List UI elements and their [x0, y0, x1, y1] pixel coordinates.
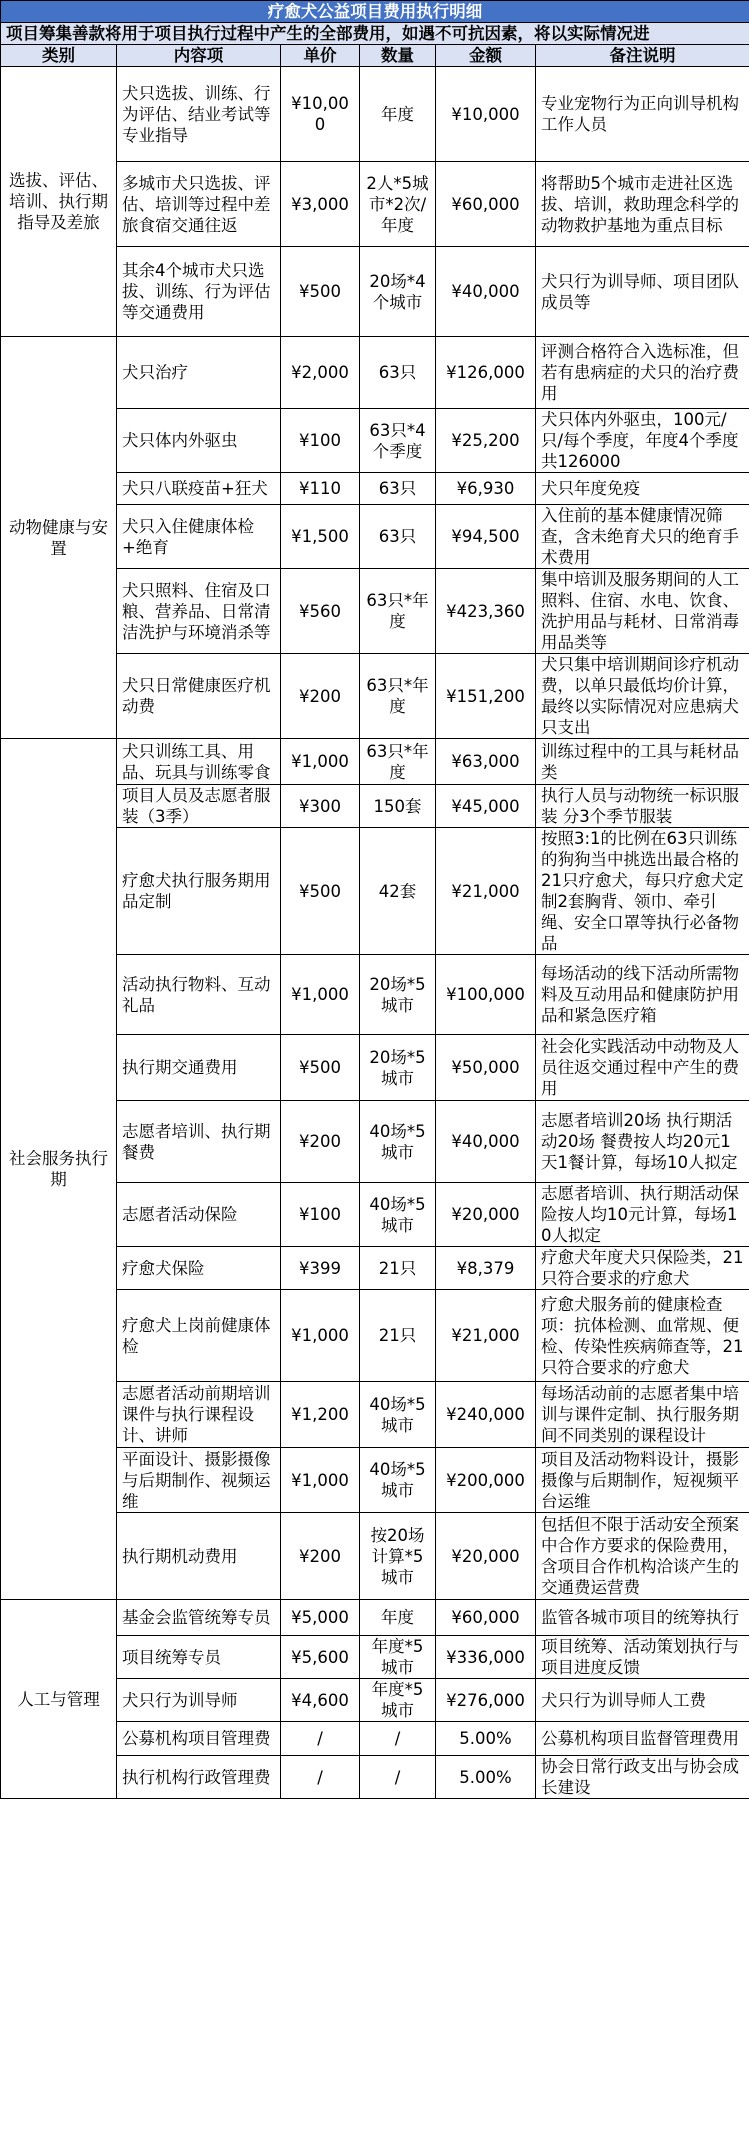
item-cell: 执行期机动费用: [117, 1513, 281, 1600]
qty-cell: 150套: [360, 785, 436, 828]
remark-cell: 公募机构项目监督管理费用: [536, 1722, 749, 1756]
amount-cell: ¥10,000: [436, 67, 536, 162]
item-cell: 项目人员及志愿者服装（3季）: [117, 785, 281, 828]
price-cell: /: [281, 1756, 360, 1799]
amount-cell: ¥50,000: [436, 1035, 536, 1101]
item-cell: 犬只体内外驱虫: [117, 409, 281, 473]
remark-cell: 协会日常行政支出与协会成长建设: [536, 1756, 749, 1799]
remark-cell: 犬只行为训导师人工费: [536, 1679, 749, 1722]
qty-cell: 20场*4个城市: [360, 247, 436, 337]
qty-cell: /: [360, 1722, 436, 1756]
table-row: [1, 1600, 749, 1636]
item-cell: 犬只入住健康体检+绝育: [117, 505, 281, 569]
price-cell: ¥200: [281, 654, 360, 739]
item-cell: 执行期交通费用: [117, 1035, 281, 1101]
remark-cell: 项目及活动物料设计，摄影摄像与后期制作，短视频平台运维: [536, 1448, 749, 1513]
category-cell: 选拔、评估、培训、执行期指导及差旅: [1, 67, 117, 337]
category-cell: 人工与管理: [1, 1600, 117, 1799]
amount-cell: ¥336,000: [436, 1636, 536, 1679]
qty-cell: 42套: [360, 828, 436, 955]
item-cell: 犬只治疗: [117, 337, 281, 409]
price-cell: ¥500: [281, 1035, 360, 1101]
price-cell: ¥1,000: [281, 1448, 360, 1513]
item-cell: 疗愈犬上岗前健康体检: [117, 1290, 281, 1382]
qty-cell: 63只: [360, 505, 436, 569]
item-cell: 志愿者培训、执行期餐费: [117, 1101, 281, 1183]
item-cell: 多城市犬只选拔、评估、培训等过程中差旅食宿交通往返: [117, 162, 281, 247]
item-cell: 平面设计、摄影摄像与后期制作、视频运维: [117, 1448, 281, 1513]
amount-cell: ¥276,000: [436, 1679, 536, 1722]
amount-cell: ¥200,000: [436, 1448, 536, 1513]
remark-cell: 项目统筹、活动策划执行与项目进度反馈: [536, 1636, 749, 1679]
item-cell: 志愿者活动前期培训课件与执行课程设计、讲师: [117, 1382, 281, 1448]
item-cell: 犬只日常健康医疗机动费: [117, 654, 281, 739]
table-title: 疗愈犬公益项目费用执行明细: [1, 1, 749, 23]
amount-cell: ¥8,379: [436, 1247, 536, 1290]
qty-cell: 年度*5城市: [360, 1679, 436, 1722]
price-cell: ¥10,000: [281, 67, 360, 162]
qty-cell: 2人*5城市*2次/年度: [360, 162, 436, 247]
item-cell: 志愿者活动保险: [117, 1183, 281, 1247]
header-remark: 备注说明: [536, 45, 749, 67]
qty-cell: 20场*5城市: [360, 955, 436, 1035]
price-cell: ¥500: [281, 828, 360, 955]
remark-cell: 执行人员与动物统一标识服装 分3个季节服装: [536, 785, 749, 828]
remark-cell: 集中培训及服务期间的人工照料、住宿、水电、饮食、洗护用品与耗材、日常消毒用品类等: [536, 569, 749, 654]
amount-cell: ¥151,200: [436, 654, 536, 739]
price-cell: ¥399: [281, 1247, 360, 1290]
amount-cell: ¥20,000: [436, 1513, 536, 1600]
amount-cell: ¥94,500: [436, 505, 536, 569]
amount-cell: 5.00%: [436, 1756, 536, 1799]
table-row: [1, 739, 749, 785]
amount-cell: ¥63,000: [436, 739, 536, 785]
header-amount: 金额: [436, 45, 536, 67]
amount-cell: 5.00%: [436, 1722, 536, 1756]
item-cell: 犬只八联疫苗+狂犬: [117, 473, 281, 505]
price-cell: ¥200: [281, 1101, 360, 1183]
item-cell: 活动执行物料、互动礼品: [117, 955, 281, 1035]
price-cell: ¥1,200: [281, 1382, 360, 1448]
remark-cell: 专业宠物行为正向训导机构工作人员: [536, 67, 749, 162]
price-cell: ¥500: [281, 247, 360, 337]
table-row: [1, 337, 749, 409]
remark-cell: 包括但不限于活动安全预案中合作方要求的保险费用，含项目合作机构洽谈产生的交通费运营费: [536, 1513, 749, 1600]
qty-cell: 40场*5城市: [360, 1382, 436, 1448]
header-price: 单价: [281, 45, 360, 67]
price-cell: ¥2,000: [281, 337, 360, 409]
price-cell: ¥110: [281, 473, 360, 505]
qty-cell: 年度: [360, 67, 436, 162]
amount-cell: ¥60,000: [436, 162, 536, 247]
qty-cell: 63只*4个季度: [360, 409, 436, 473]
item-cell: 项目统筹专员: [117, 1636, 281, 1679]
amount-cell: ¥45,000: [436, 785, 536, 828]
price-cell: /: [281, 1722, 360, 1756]
amount-cell: ¥126,000: [436, 337, 536, 409]
header-qty: 数量: [360, 45, 436, 67]
price-cell: ¥5,600: [281, 1636, 360, 1679]
qty-cell: 40场*5城市: [360, 1101, 436, 1183]
price-cell: ¥200: [281, 1513, 360, 1600]
remark-cell: 犬只年度免疫: [536, 473, 749, 505]
amount-cell: ¥240,000: [436, 1382, 536, 1448]
remark-cell: 将帮助5个城市走进社区选拔、培训，救助理念科学的动物救护基地为重点目标: [536, 162, 749, 247]
qty-cell: 20场*5城市: [360, 1035, 436, 1101]
item-cell: 犬只训练工具、用品、玩具与训练零食: [117, 739, 281, 785]
item-cell: 公募机构项目管理费: [117, 1722, 281, 1756]
qty-cell: /: [360, 1756, 436, 1799]
item-cell: 疗愈犬执行服务期用品定制: [117, 828, 281, 955]
qty-cell: 按20场计算*5城市: [360, 1513, 436, 1600]
category-cell: 社会服务执行期: [1, 739, 117, 1600]
amount-cell: ¥20,000: [436, 1183, 536, 1247]
qty-cell: 63只: [360, 337, 436, 409]
amount-cell: ¥40,000: [436, 1101, 536, 1183]
item-cell: 基金会监管统筹专员: [117, 1600, 281, 1636]
price-cell: ¥100: [281, 1183, 360, 1247]
remark-cell: 每场活动的线下活动所需物料及互动用品和健康防护用品和紧急医疗箱: [536, 955, 749, 1035]
remark-cell: 社会化实践活动中动物及人员往返交通过程中产生的费用: [536, 1035, 749, 1101]
amount-cell: ¥25,200: [436, 409, 536, 473]
qty-cell: 年度*5城市: [360, 1636, 436, 1679]
qty-cell: 40场*5城市: [360, 1183, 436, 1247]
qty-cell: 年度: [360, 1600, 436, 1636]
qty-cell: 63只*年度: [360, 569, 436, 654]
price-cell: ¥1,000: [281, 955, 360, 1035]
remark-cell: 评测合格符合入选标准，但若有患病症的犬只的治疗费用: [536, 337, 749, 409]
qty-cell: 21只: [360, 1290, 436, 1382]
remark-cell: 训练过程中的工具与耗材品类: [536, 739, 749, 785]
price-cell: ¥100: [281, 409, 360, 473]
amount-cell: ¥21,000: [436, 1290, 536, 1382]
qty-cell: 63只*年度: [360, 654, 436, 739]
remark-cell: 入住前的基本健康情况筛查，含未绝育犬只的绝育手术费用: [536, 505, 749, 569]
header-category: 类别: [1, 45, 117, 67]
item-cell: 其余4个城市犬只选拔、训练、行为评估等交通费用: [117, 247, 281, 337]
remark-cell: 按照3:1的比例在63只训练的狗狗当中挑选出最合格的21只疗愈犬，每只疗愈犬定制2套胸背、领巾、牵引绳、安全口罩等执行必备物品: [536, 828, 749, 955]
category-cell: 动物健康与安置: [1, 337, 117, 739]
header-row: [1, 45, 749, 67]
remark-cell: 监管各城市项目的统筹执行: [536, 1600, 749, 1636]
item-cell: 犬只选拔、训练、行为评估、结业考试等专业指导: [117, 67, 281, 162]
price-cell: ¥3,000: [281, 162, 360, 247]
item-cell: 犬只行为训导师: [117, 1679, 281, 1722]
qty-cell: 40场*5城市: [360, 1448, 436, 1513]
price-cell: ¥560: [281, 569, 360, 654]
item-cell: 执行机构行政管理费: [117, 1756, 281, 1799]
amount-cell: ¥40,000: [436, 247, 536, 337]
price-cell: ¥5,000: [281, 1600, 360, 1636]
qty-cell: 63只*年度: [360, 739, 436, 785]
title-row: [1, 1, 749, 23]
remark-cell: 犬只集中培训期间诊疗机动费，以单只最低均价计算，最终以实际情况对应患病犬只支出: [536, 654, 749, 739]
header-item: 内容项: [117, 45, 281, 67]
remark-cell: 志愿者培训20场 执行期活动20场 餐费按人均20元1天1餐计算，每场10人拟定: [536, 1101, 749, 1183]
amount-cell: ¥423,360: [436, 569, 536, 654]
amount-cell: ¥6,930: [436, 473, 536, 505]
table-row: [1, 67, 749, 162]
amount-cell: ¥21,000: [436, 828, 536, 955]
price-cell: ¥1,000: [281, 739, 360, 785]
amount-cell: ¥60,000: [436, 1600, 536, 1636]
item-cell: 犬只照料、住宿及口粮、营养品、日常清洁洗护与环境消杀等: [117, 569, 281, 654]
amount-cell: ¥100,000: [436, 955, 536, 1035]
remark-cell: 犬只体内外驱虫，100元/只/每个季度，年度4个季度共126000: [536, 409, 749, 473]
remark-cell: 犬只行为训导师、项目团队成员等: [536, 247, 749, 337]
qty-cell: 21只: [360, 1247, 436, 1290]
remark-cell: 疗愈犬服务前的健康检查项：抗体检测、血常规、便检、传染性疾病筛查等，21只符合要求的疗愈犬: [536, 1290, 749, 1382]
remark-cell: 每场活动前的志愿者集中培训与课件定制、执行服务期间不同类别的课程设计: [536, 1382, 749, 1448]
note-row: [1, 23, 749, 45]
remark-cell: 疗愈犬年度犬只保险类，21只符合要求的疗愈犬: [536, 1247, 749, 1290]
price-cell: ¥1,000: [281, 1290, 360, 1382]
price-cell: ¥4,600: [281, 1679, 360, 1722]
price-cell: ¥1,500: [281, 505, 360, 569]
price-cell: ¥300: [281, 785, 360, 828]
item-cell: 疗愈犬保险: [117, 1247, 281, 1290]
remark-cell: 志愿者培训、执行期活动保险按人均10元计算，每场10人拟定: [536, 1183, 749, 1247]
qty-cell: 63只: [360, 473, 436, 505]
table-note: 项目筹集善款将用于项目执行过程中产生的全部费用，如遇不可抗因素，将以实际情况进: [1, 23, 749, 45]
